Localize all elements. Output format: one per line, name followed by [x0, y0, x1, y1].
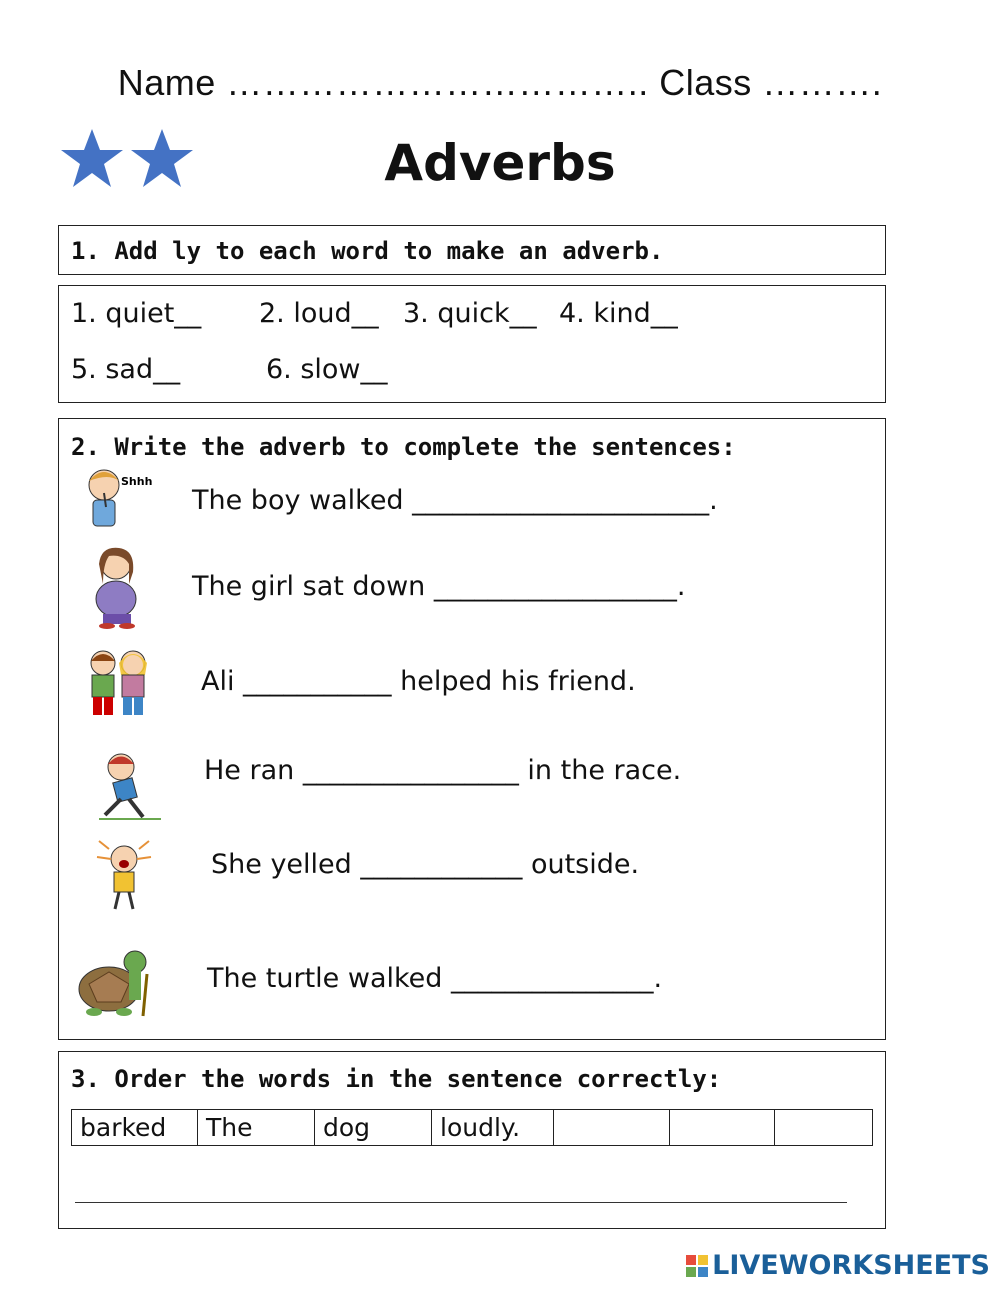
answer-slot[interactable]: [554, 1110, 670, 1146]
running-boy-icon: [91, 749, 171, 824]
section1-instruction: 1. Add ly to each word to make an adverb.: [71, 237, 664, 265]
section1-items-box: [58, 285, 886, 403]
answer-slot[interactable]: [775, 1110, 873, 1146]
section3-box: [58, 1051, 886, 1229]
word-item[interactable]: 4. kind__: [559, 298, 678, 329]
section3-instruction: 3. Order the words in the sentence correctly:: [71, 1065, 722, 1093]
sentence-2[interactable]: The girl sat down __________________.: [192, 571, 686, 602]
liveworksheets-logo: [686, 1250, 990, 1281]
sad-girl-icon: [83, 544, 153, 629]
shh-text: Shhh: [121, 475, 153, 488]
word-order-table: [71, 1109, 873, 1146]
worksheet-title: Adverbs: [384, 134, 616, 192]
section1-heading-box: [58, 225, 886, 275]
sentence-6[interactable]: The turtle walked _______________.: [207, 963, 663, 994]
word-tile[interactable]: loudly.: [432, 1110, 554, 1146]
turtle-icon: [69, 944, 169, 1024]
word-item[interactable]: 2. loud__: [259, 298, 379, 329]
name-class-line: Name …………………………….. Class ……….: [117, 62, 883, 103]
shushing-boy-icon: [79, 463, 169, 538]
two-kids-icon: [83, 647, 155, 722]
yelling-girl-icon: [89, 839, 164, 914]
logo-blocks-icon: [686, 1255, 708, 1277]
sentence-4[interactable]: He ran ________________ in the race.: [204, 755, 682, 786]
word-tile[interactable]: barked: [72, 1110, 198, 1146]
answer-slot[interactable]: [670, 1110, 775, 1146]
word-item[interactable]: 5. sad__: [71, 354, 181, 385]
word-item[interactable]: 3. quick__: [403, 298, 537, 329]
sentence-3[interactable]: Ali ___________ helped his friend.: [201, 666, 636, 697]
sentence-5[interactable]: She yelled ____________ outside.: [211, 849, 640, 880]
sentence-1[interactable]: The boy walked ______________________.: [192, 485, 718, 516]
answer-line[interactable]: [75, 1202, 847, 1203]
word-item[interactable]: 1. quiet__: [71, 298, 202, 329]
section2-box: [58, 418, 886, 1040]
word-tile[interactable]: dog: [315, 1110, 432, 1146]
word-tile[interactable]: The: [198, 1110, 315, 1146]
brand-name: LIVEWORKSHEETS: [712, 1250, 990, 1281]
word-item[interactable]: 6. slow__: [266, 354, 388, 385]
section2-instruction: 2. Write the adverb to complete the sentences:: [71, 433, 736, 461]
